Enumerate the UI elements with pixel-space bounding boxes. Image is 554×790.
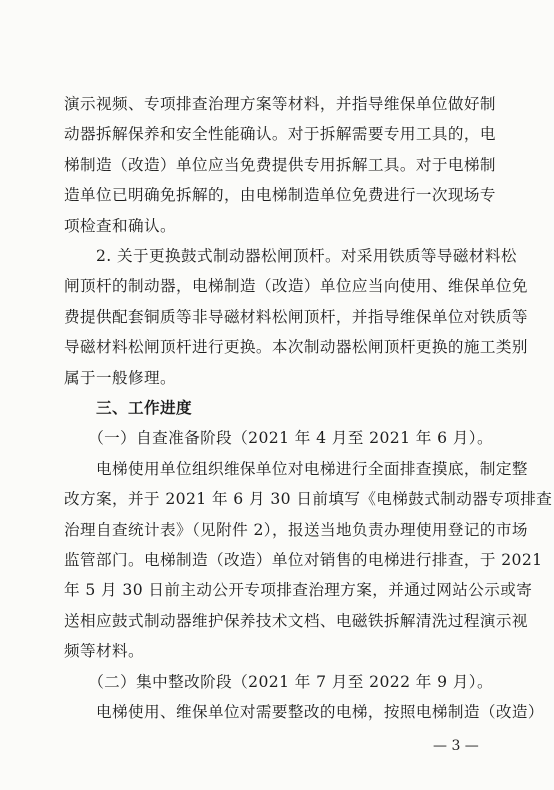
body-text-line: 导磁材料松闸顶杆进行更换。本次制动器松闸顶杆更换的施工类别 [64,338,528,357]
body-text-line: 演示视频、专项排查治理方案等材料，并指导维保单位做好制 [64,95,496,113]
body-text-line: 治理自查统计表》（见附件 2），报送当地负责办理使用登记的市场 [64,520,528,539]
body-text-line: 费提供配套铜质等非导磁材料松闸顶杆，并指导维保单位对铁质等 [64,307,528,326]
body-text-line: 频等材料。 [64,642,144,661]
body-text-line: 闸顶杆的制动器，电梯制造（改造）单位应当向使用、维保单位免 [64,277,528,296]
body-text-line: 属于一般修理。 [64,368,176,387]
page-number: — 3 — [433,738,479,754]
body-text-line: 监管部门。电梯制造（改造）单位对销售的电梯进行排查，于 2021 [64,551,543,569]
body-text-line: 电梯使用、维保单位对需要整改的电梯，按照电梯制造（改造） [64,703,544,721]
body-text-line: 送相应鼓式制动器维护保养技术文档、电磁铁拆解清洗过程演示视 [64,611,528,630]
subsection-heading: （二）集中整改阶段（2021 年 7 月至 2022 年 9 月）。 [64,672,493,691]
body-text-line: 动器拆解保养和安全性能确认。对于拆解需要专用工具的，电 [64,125,496,144]
body-text-line: 年 5 月 30 日前主动公开专项排查治理方案，并通过网站公示或寄 [64,581,533,600]
body-text-line: 2. 关于更换鼓式制动器松闸顶杆。对采用铁质等导磁材料松 [64,247,517,265]
body-text-line: 项检查和确认。 [64,216,176,235]
body-text-line: 改方案，并于 2021 年 6 月 30 日前填写《电梯鼓式制动器专项排查 [64,490,553,509]
subsection-heading: （一）自查准备阶段（2021 年 4 月至 2021 年 6 月）。 [64,429,493,448]
body-text-line: 造单位已明确免拆解的，由电梯制造单位免费进行一次现场专 [64,186,496,205]
body-text-line: 电梯使用单位组织维保单位对电梯进行全面排查摸底，制定整 [64,459,528,478]
body-text-line: 梯制造（改造）单位应当免费提供专用拆解工具。对于电梯制 [64,155,496,174]
section-heading: 三、工作进度 [64,398,192,417]
